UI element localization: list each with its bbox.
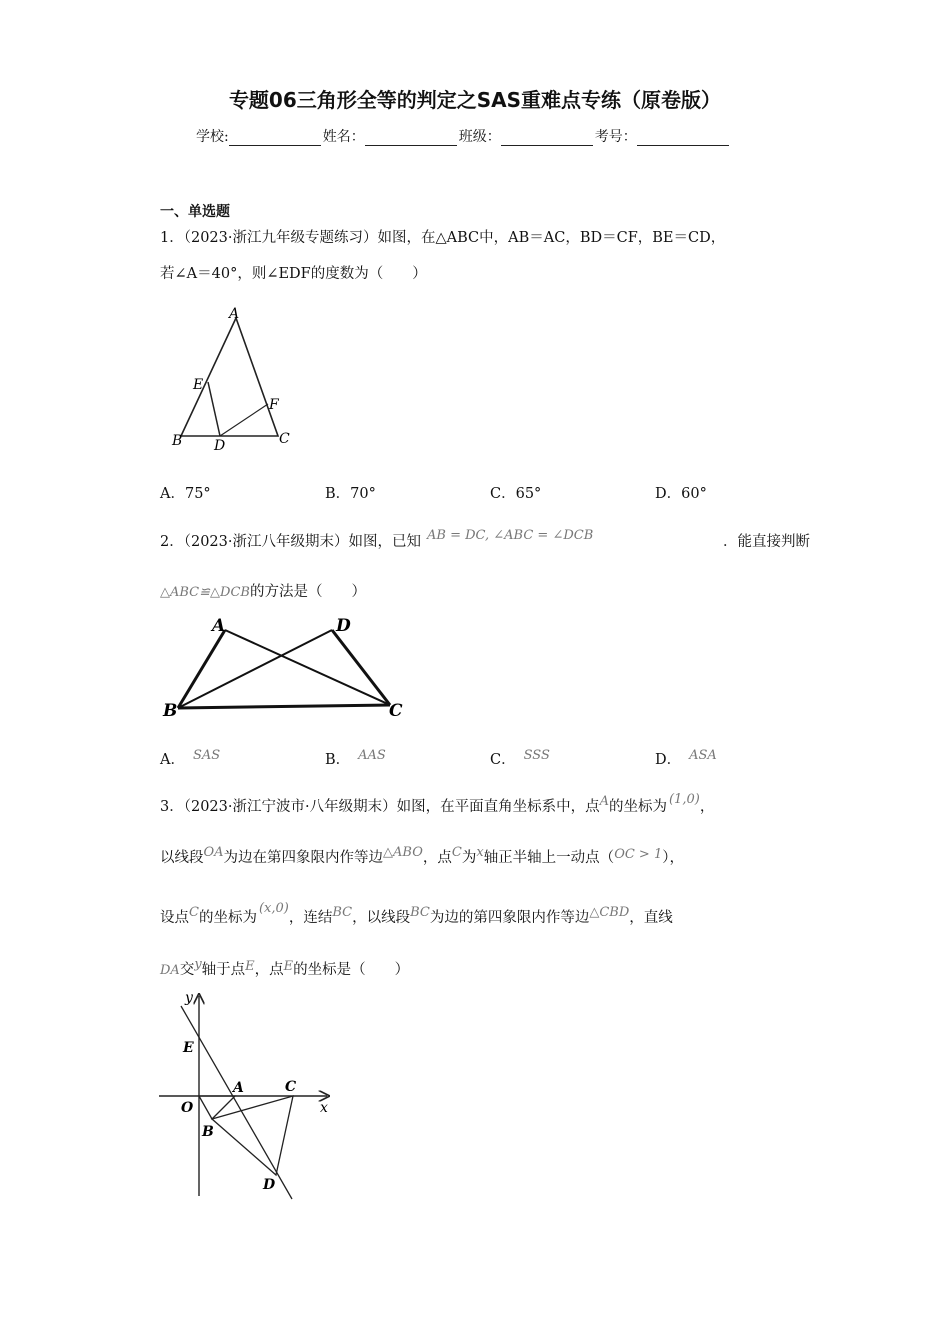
- q3-l3-text-b: 的坐标为: [198, 910, 257, 926]
- q1-option-c[interactable]: C．65°: [490, 486, 542, 502]
- q3-l4-math-e2: E: [283, 959, 294, 974]
- q3-l3-math-bc: BC: [332, 905, 353, 920]
- q3-l3-text-c: ，连结: [288, 910, 333, 926]
- q3-label-d: D: [263, 1177, 276, 1193]
- q2-option-d-value: ASA: [689, 748, 717, 763]
- q1-label-b: B: [172, 433, 183, 449]
- q3-l2-math-x: x: [476, 845, 484, 860]
- q2-option-c-letter: C．: [490, 752, 516, 768]
- name-label: 姓名：: [322, 129, 365, 145]
- q1-label-a: A: [229, 306, 240, 322]
- q3-l1-text-b: 的坐标为: [608, 799, 667, 815]
- q2-option-d[interactable]: [655, 748, 820, 769]
- q2-option-c-value: SSS: [523, 748, 550, 763]
- q3-label-a: A: [233, 1080, 244, 1096]
- q2-option-b-value: AAS: [358, 748, 386, 763]
- q3-l4-text-a: 交: [179, 962, 195, 978]
- q3-l2-math-abo: △ABO: [383, 845, 423, 860]
- q3-line3: [160, 901, 673, 927]
- q3-l2-text-a: 以线段: [160, 850, 204, 866]
- q3-l3-text-d: ，以线段: [352, 910, 411, 926]
- q1-option-a[interactable]: A．75°: [160, 486, 211, 502]
- q1-label-f: F: [269, 397, 279, 413]
- q3-label-x: x: [320, 1100, 328, 1116]
- q3-l1-text-a: 3．（2023·浙江宁波市·八年级期末）如图，在平面直角坐标系中，点: [160, 799, 600, 815]
- q3-l3-math-c: C: [189, 905, 199, 920]
- section-heading: 一、单选题: [160, 204, 230, 220]
- q2-option-a-letter: A．: [160, 752, 185, 768]
- q3-l3-text-a: 设点: [160, 910, 189, 926]
- class-field[interactable]: [501, 129, 593, 146]
- q3-l3-math-bc2: BC: [410, 905, 430, 920]
- q1-options: [160, 482, 820, 503]
- q1-label-d: D: [214, 438, 226, 454]
- q3-l1-text-c: ，: [699, 799, 715, 815]
- q3-figure: [155, 988, 340, 1203]
- q3-l3-math-cbd: △CBD: [589, 905, 630, 920]
- q3-l4-math-da: DA: [160, 963, 180, 978]
- q1-option-d[interactable]: D．60°: [655, 486, 707, 502]
- q3-l2-text-c: ，点: [422, 850, 452, 866]
- q2-label-d: D: [336, 616, 351, 636]
- q3-label-b: B: [202, 1124, 214, 1140]
- q3-triangle-abo: [199, 1096, 235, 1119]
- q3-line1: [160, 792, 715, 816]
- q3-l1-math-coord: (1,0): [668, 792, 700, 807]
- name-field[interactable]: [365, 129, 457, 146]
- q3-l3-math-coord: (x,0): [258, 901, 289, 916]
- q2-figure: [160, 612, 405, 724]
- q1-segment-ed: [208, 382, 220, 436]
- q1-label-e: E: [193, 377, 204, 393]
- q3-l4-text-d: 的坐标是（ ）: [293, 962, 410, 978]
- page-title: 专题06三角形全等的判定之SAS重难点专练（原卷版）: [228, 88, 722, 112]
- school-label: 学校:: [196, 129, 229, 145]
- exam-no-field[interactable]: [637, 129, 729, 146]
- q2-line1-suffix: ．能直接判断: [723, 534, 810, 550]
- q3-l2-text-d: 为: [461, 850, 477, 866]
- q2-line2-text: 的方法是（ ）: [249, 584, 366, 600]
- q2-options: [160, 748, 820, 769]
- q2-line1: [160, 530, 810, 551]
- q3-label-e: E: [183, 1040, 194, 1056]
- q2-option-a[interactable]: [160, 748, 325, 769]
- q3-line4: [160, 958, 409, 979]
- q3-l2-math-c: C: [451, 845, 462, 860]
- q2-label-c: C: [389, 701, 403, 721]
- q1-segment-df: [220, 404, 268, 436]
- q3-l4-text-c: ，点: [254, 962, 284, 978]
- q3-l3-text-e: 为边的第四象限内作等边: [429, 910, 590, 926]
- q1-label-c: C: [279, 431, 290, 447]
- q2-option-b[interactable]: [325, 748, 490, 769]
- q3-l4-text-b: 轴于点: [201, 962, 246, 978]
- q2-congruence-math: △ABC≌△DCB: [160, 585, 250, 600]
- q3-l3-text-f: ，直线: [629, 910, 673, 926]
- q3-label-y: y: [185, 990, 193, 1006]
- student-info-row: [196, 126, 731, 146]
- q2-option-d-letter: D．: [655, 752, 682, 768]
- q1-line1: 1．（2023·浙江九年级专题练习）如图，在△ABC中，AB＝AC，BD＝CF，BE＝CD，: [160, 230, 726, 246]
- q2-option-b-letter: B．: [325, 752, 351, 768]
- q3-label-c: C: [285, 1079, 297, 1095]
- q3-l4-math-e: E: [245, 959, 255, 974]
- q3-l2-text-f: ），: [662, 850, 684, 866]
- q2-label-b: B: [163, 701, 178, 721]
- q3-l4-math-y: y: [194, 957, 202, 972]
- q3-l2-text-e: 轴正半轴上一动点（: [483, 850, 615, 866]
- q2-given-math: AB = DC, ∠ABC = ∠DCB: [427, 528, 594, 543]
- q3-l2-text-b: 为边在第四象限内作等边: [223, 850, 384, 866]
- q2-option-a-value: SAS: [192, 748, 221, 763]
- class-label: 班级：: [458, 129, 501, 145]
- q1-line2: 若∠A＝40°，则∠EDF的度数为（ ）: [160, 266, 427, 282]
- q3-l2-math-oc: OC > 1: [614, 847, 663, 862]
- q3-label-o: O: [181, 1100, 194, 1116]
- q3-line-da: [181, 1006, 292, 1199]
- q3-triangle-cbd: [212, 1096, 293, 1175]
- exam-no-label: 考号：: [594, 129, 637, 145]
- q1-figure: [165, 300, 300, 460]
- q2-label-a: A: [212, 616, 226, 636]
- q3-line2: [160, 846, 684, 867]
- q2-option-c[interactable]: [490, 748, 655, 769]
- school-field[interactable]: [229, 129, 321, 146]
- q1-option-b[interactable]: B．70°: [325, 486, 376, 502]
- q3-l2-math-oa: OA: [203, 845, 224, 860]
- q2-line1-prefix: 2．（2023·浙江八年级期末）如图，已知: [160, 534, 421, 550]
- q2-line2: [160, 580, 366, 601]
- q3-l1-math-a: A: [599, 794, 609, 809]
